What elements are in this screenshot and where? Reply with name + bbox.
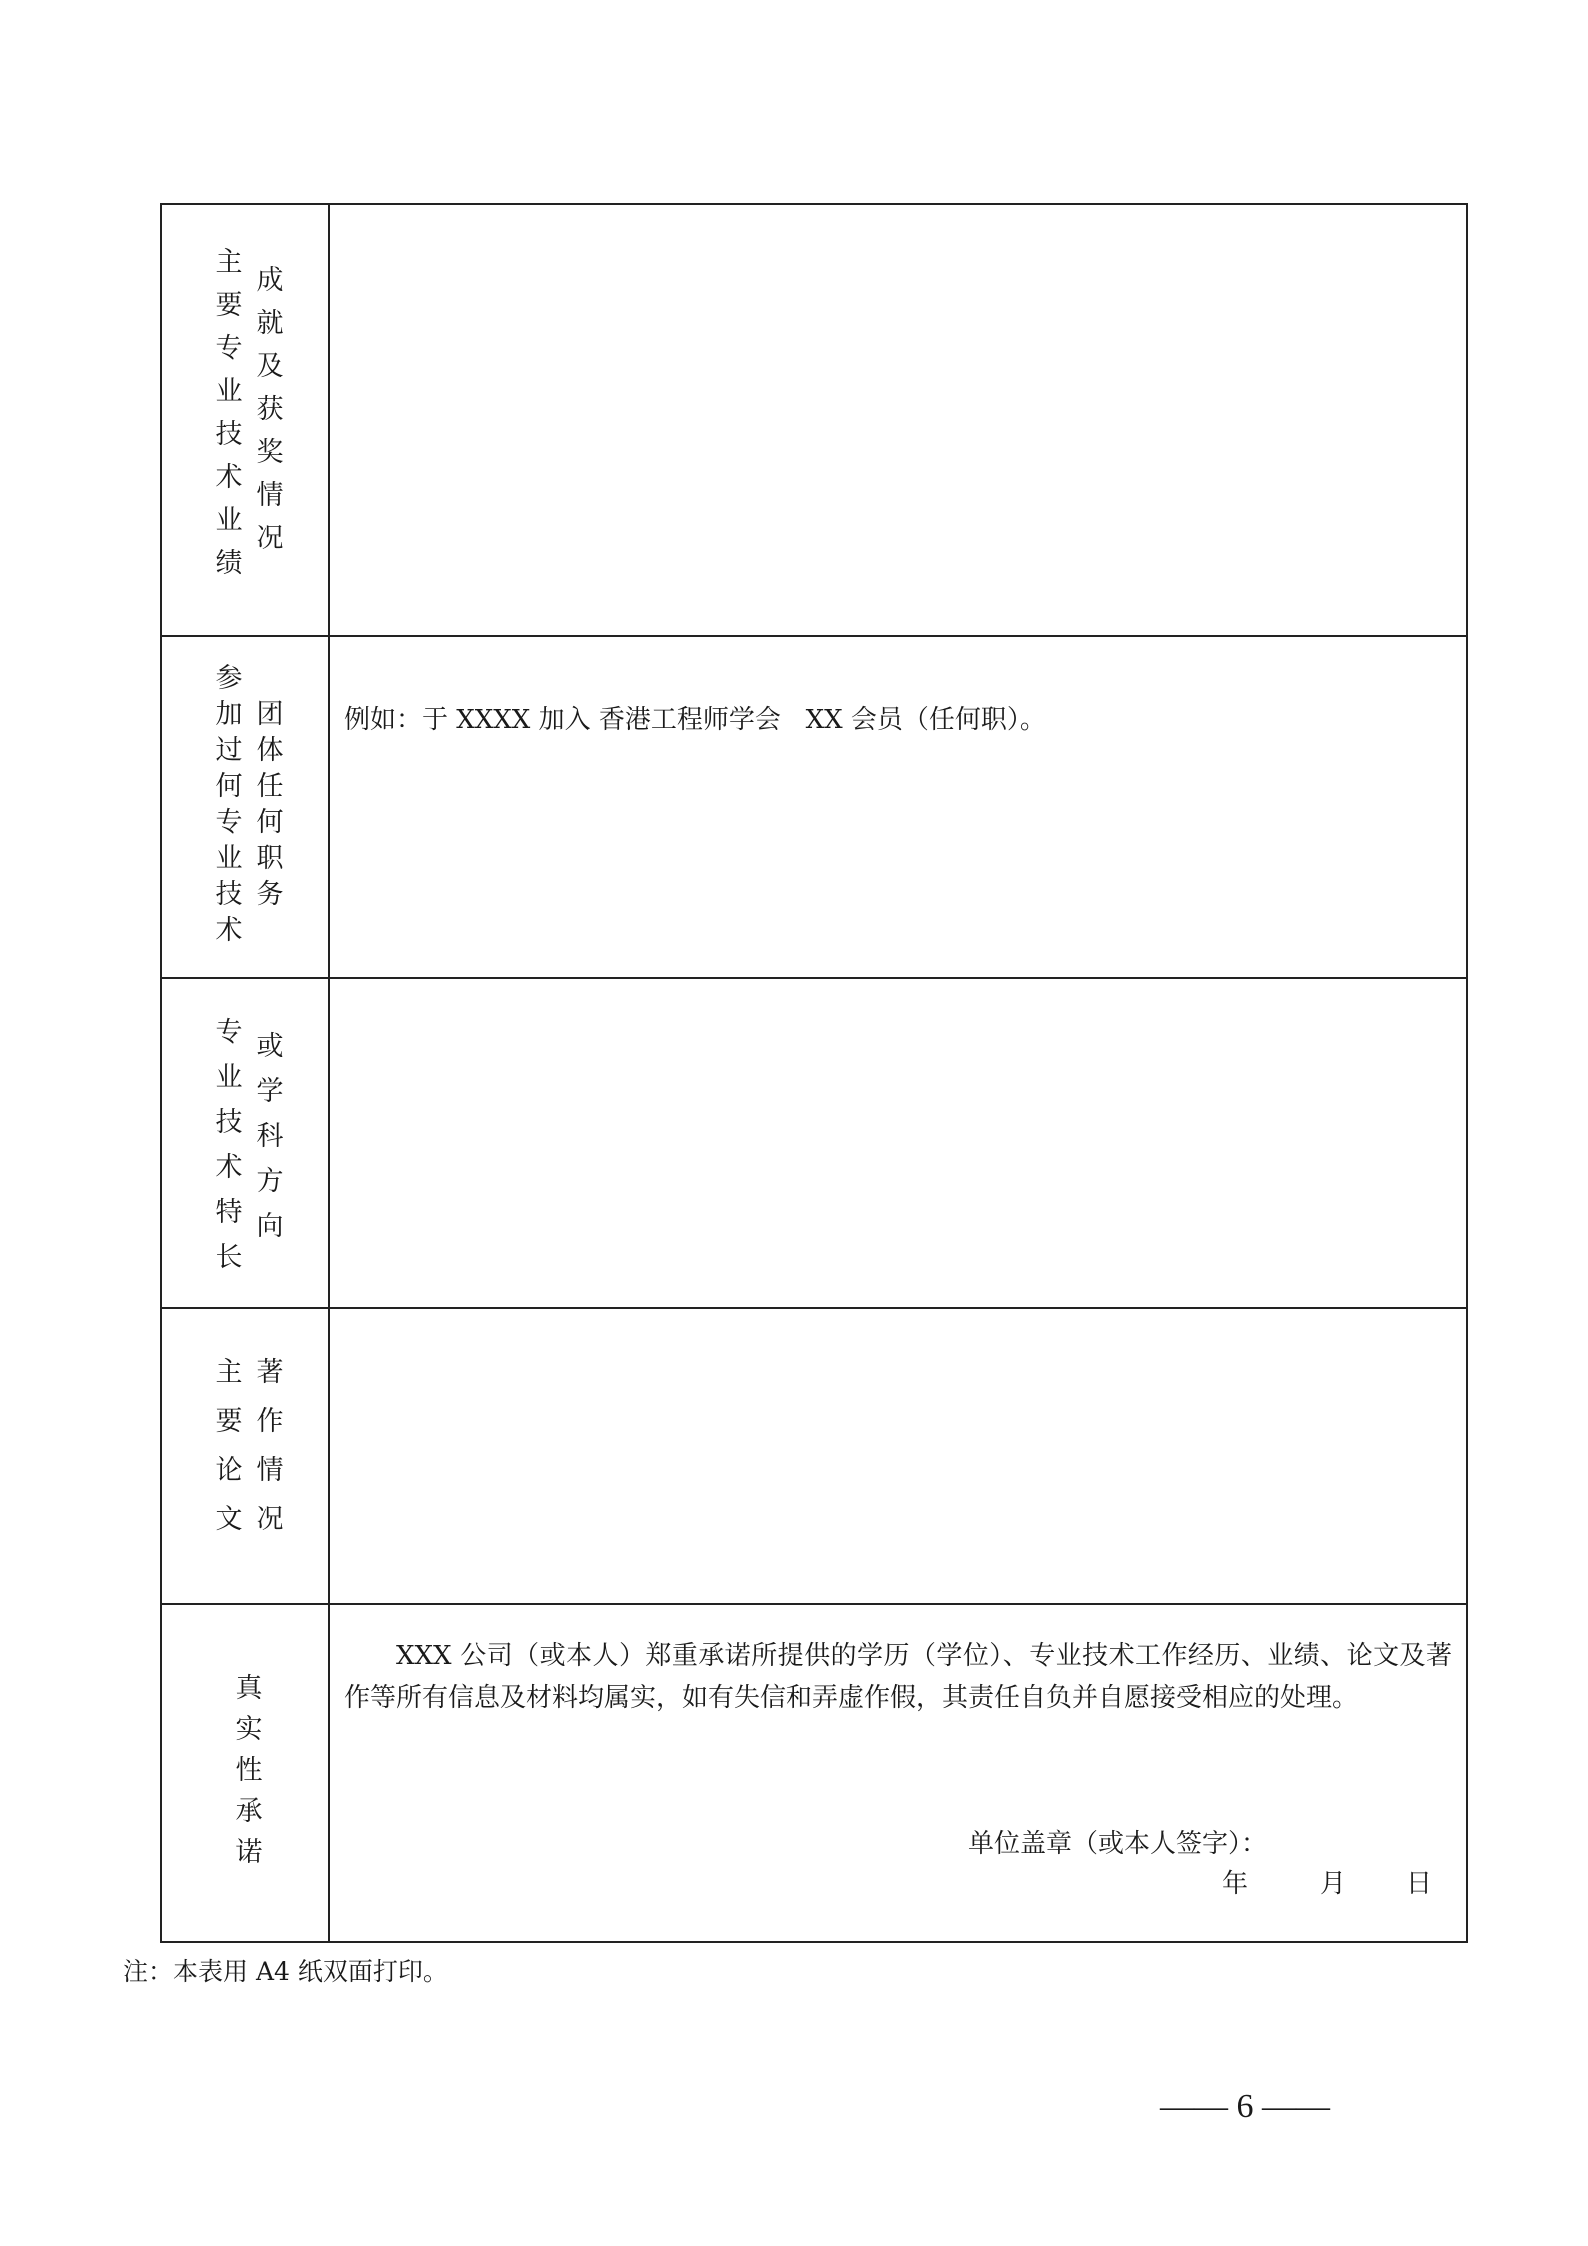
label-associations [161, 636, 329, 978]
label-char: 过 [215, 735, 243, 766]
label-char: 业 [215, 1062, 243, 1093]
label-char: 情 [256, 480, 284, 511]
label-char: 术 [215, 915, 243, 946]
label-char: 主 [215, 1357, 243, 1388]
promise-statement: XXX 公司（或本人）郑重承诺所提供的学历（学位）、专业技术工作经历、业绩、论文及著作等所有信息及材料均属实，如有失信和弄虚作假，其责任自负并自愿接受相应的处理。 [344, 1641, 1452, 1713]
label-char: 务 [256, 879, 284, 910]
label-specialty-col2 [255, 1033, 285, 1240]
label-char: 特 [215, 1197, 243, 1228]
row-achievements [161, 204, 1467, 636]
label-associations-col1 [214, 665, 244, 944]
label-char: 何 [256, 807, 284, 838]
label-char: 文 [215, 1504, 243, 1535]
label-associations-col2 [255, 701, 285, 908]
date-month: 月 [1320, 1869, 1347, 1899]
label-char: 奖 [256, 437, 284, 468]
label-char: 况 [256, 1504, 284, 1535]
label-char: 就 [256, 308, 284, 339]
seal-label: 单位盖章（或本人签字）： [968, 1829, 1268, 1859]
row-specialty [161, 978, 1467, 1308]
label-publications [161, 1308, 329, 1604]
date-day: 日 [1406, 1869, 1433, 1899]
label-char: 业 [215, 376, 243, 407]
label-char: 科 [256, 1121, 284, 1152]
label-char: 实 [235, 1714, 263, 1745]
label-char: 及 [256, 351, 284, 382]
label-char: 任 [256, 771, 284, 802]
label-truthfulness [161, 1604, 329, 1942]
label-char: 获 [256, 394, 284, 425]
content-publications[interactable] [329, 1308, 1467, 1604]
label-char: 性 [235, 1755, 263, 1786]
label-char: 要 [215, 1406, 243, 1437]
label-char: 学 [256, 1076, 284, 1107]
label-char: 业 [215, 505, 243, 536]
application-form-table [160, 203, 1468, 1943]
row-publications [161, 1308, 1467, 1604]
label-char: 况 [256, 523, 284, 554]
label-achievements-col1 [214, 249, 244, 577]
label-char: 向 [256, 1211, 284, 1242]
content-achievements[interactable] [329, 204, 1467, 636]
label-char: 作 [256, 1406, 284, 1437]
label-char: 何 [215, 771, 243, 802]
label-char: 团 [256, 699, 284, 730]
label-char: 主 [215, 247, 243, 278]
label-specialty [161, 978, 329, 1308]
label-char: 方 [256, 1166, 284, 1197]
label-specialty-col1 [214, 1019, 244, 1271]
label-char: 或 [256, 1031, 284, 1062]
label-char: 承 [235, 1796, 263, 1827]
label-char: 绩 [215, 548, 243, 579]
label-publications-col2 [255, 1359, 285, 1533]
label-char: 长 [215, 1242, 243, 1273]
label-char: 专 [215, 1017, 243, 1048]
example-text: 例如：于 XXXX 加入 香港工程师学会 XX 会员（任何职）。 [344, 705, 1046, 735]
label-char: 要 [215, 290, 243, 321]
label-char: 加 [215, 699, 243, 730]
footnote: 注：本表用 A4 纸双面打印。 [123, 1957, 448, 1986]
label-char: 技 [215, 879, 243, 910]
label-char: 成 [256, 265, 284, 296]
row-associations [161, 636, 1467, 978]
label-char: 情 [256, 1455, 284, 1486]
row-truthfulness [161, 1604, 1467, 1942]
page-number: —— 6 —— [1160, 2088, 1330, 2125]
label-char: 诺 [235, 1837, 263, 1868]
content-specialty[interactable] [329, 978, 1467, 1308]
label-char: 参 [215, 663, 243, 694]
label-publications-col1 [214, 1359, 244, 1533]
label-char: 体 [256, 735, 284, 766]
content-associations[interactable] [329, 636, 1467, 978]
label-achievements [161, 204, 329, 636]
label-truthfulness-col [234, 1675, 264, 1866]
date-year: 年 [1222, 1869, 1249, 1899]
content-truthfulness [329, 1604, 1467, 1942]
label-char: 著 [256, 1357, 284, 1388]
label-char: 真 [235, 1673, 263, 1704]
label-char: 专 [215, 807, 243, 838]
label-char: 业 [215, 843, 243, 874]
label-achievements-col2 [255, 267, 285, 552]
label-char: 技 [215, 419, 243, 450]
label-char: 专 [215, 333, 243, 364]
label-char: 论 [215, 1455, 243, 1486]
label-char: 技 [215, 1107, 243, 1138]
label-char: 术 [215, 1152, 243, 1183]
label-char: 术 [215, 462, 243, 493]
label-char: 职 [256, 843, 284, 874]
